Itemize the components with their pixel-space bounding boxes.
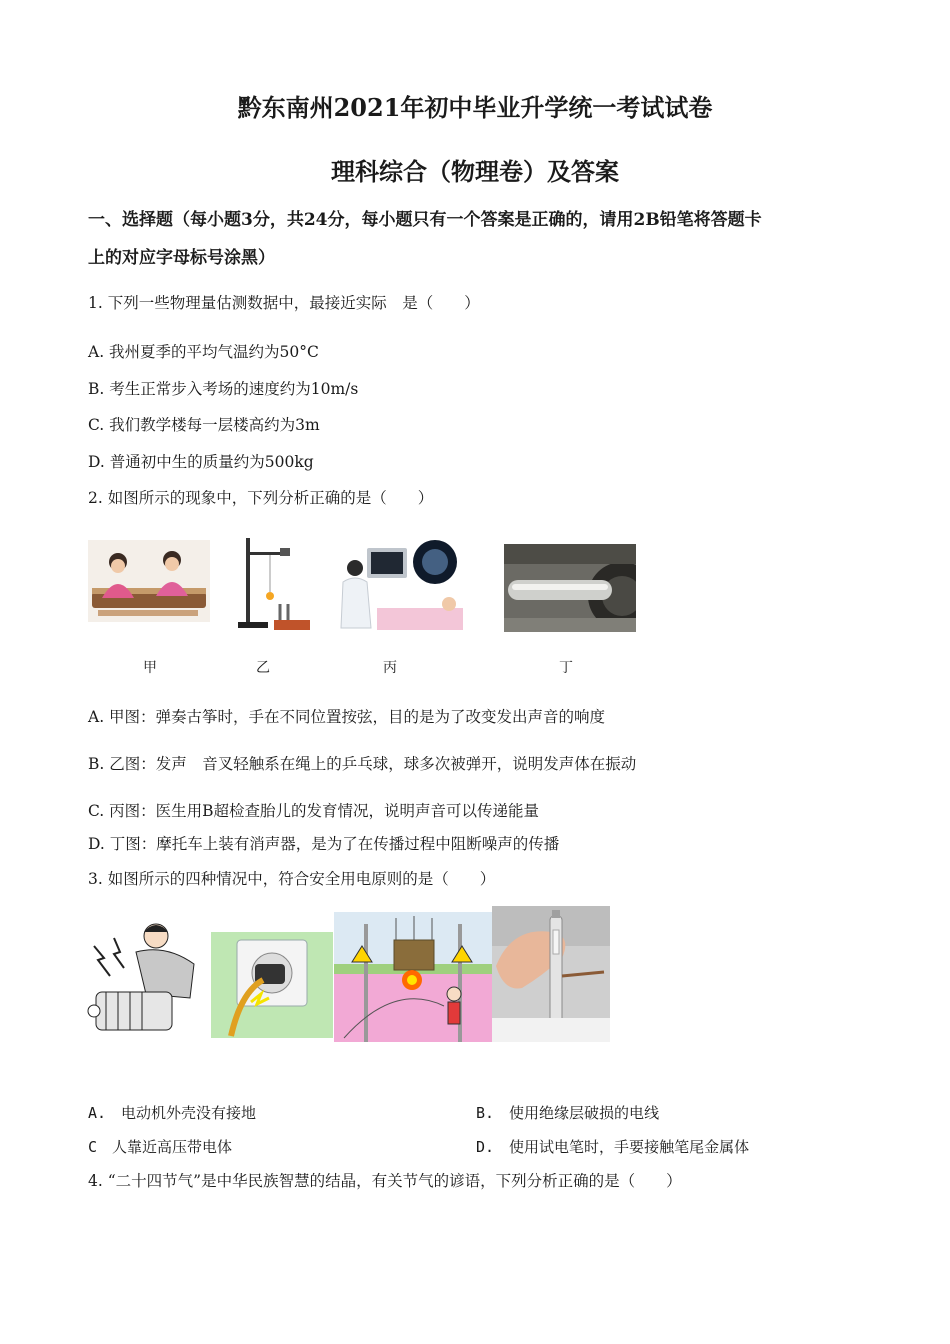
figure-muffler-image <box>504 544 636 632</box>
figure-caption-jia: 甲 <box>143 660 157 676</box>
figure-guzheng-image <box>88 540 210 622</box>
section-heading-line1: 一、选择题（每小题3分，共24分，每小题只有一个答案是正确的，请用2B铅笔将答题卡 <box>88 210 762 230</box>
question-1-option-d: D. 普通初中生的质量约为500kg <box>88 453 314 471</box>
question-1-option-a: A. 我州夏季的平均气温约为50°C <box>88 343 319 361</box>
question-1-stem: 1. 下列一些物理量估测数据中，最接近实际 是（ ） <box>88 294 480 312</box>
figure-caption-yi: 乙 <box>256 660 270 676</box>
figure-broken-wire-image <box>211 932 333 1038</box>
question-3-option-d: D. 使用试电笔时，手要接触笔尾金属体 <box>476 1138 750 1156</box>
section-heading-line2: 上的对应字母标号涂黑） <box>88 248 275 268</box>
figure-caption-bing: 丙 <box>383 660 397 676</box>
question-2-stem: 2. 如图所示的现象中，下列分析正确的是（ ） <box>88 489 434 507</box>
figure-tuning-fork-image <box>236 534 312 632</box>
question-4-stem: 4. “二十四节气”是中华民族智慧的结晶，有关节气的谚语，下列分析正确的是（ ） <box>88 1172 682 1190</box>
figure-ultrasound-image <box>337 538 465 634</box>
figure-motor-shock-image <box>86 918 208 1038</box>
question-3-option-c: C 人靠近高压带电体 <box>88 1138 233 1156</box>
question-1-option-b: B. 考生正常步入考场的速度约为10m/s <box>88 380 359 398</box>
question-3-option-a: A. 电动机外壳没有接地 <box>88 1104 257 1122</box>
figure-caption-ding: 丁 <box>559 660 573 676</box>
question-2-option-a: A. 甲图：弹奏古筝时，手在不同位置按弦，目的是为了改变发出声音的响度 <box>88 708 606 726</box>
exam-title: 黔东南州2021年初中毕业升学统一考试试卷 <box>237 93 713 122</box>
question-2-option-d: D. 丁图：摩托车上装有消声器，是为了在传播过程中阻断噪声的传播 <box>88 835 560 853</box>
question-3-option-b: B. 使用绝缘层破损的电线 <box>476 1104 660 1122</box>
figure-test-pen-image <box>492 906 610 1042</box>
figure-high-voltage-image <box>334 912 492 1042</box>
question-1-option-c: C. 我们教学楼每一层楼高约为3m <box>88 416 320 434</box>
exam-subtitle: 理科综合（物理卷）及答案 <box>331 157 619 186</box>
question-2-option-b: B. 乙图：发声 音叉轻触系在绳上的乒乓球，球多次被弹开，说明发声体在振动 <box>88 755 637 773</box>
question-3-stem: 3. 如图所示的四种情况中，符合安全用电原则的是（ ） <box>88 870 496 888</box>
question-2-option-c: C. 丙图：医生用B超检查胎儿的发育情况，说明声音可以传递能量 <box>88 802 540 820</box>
